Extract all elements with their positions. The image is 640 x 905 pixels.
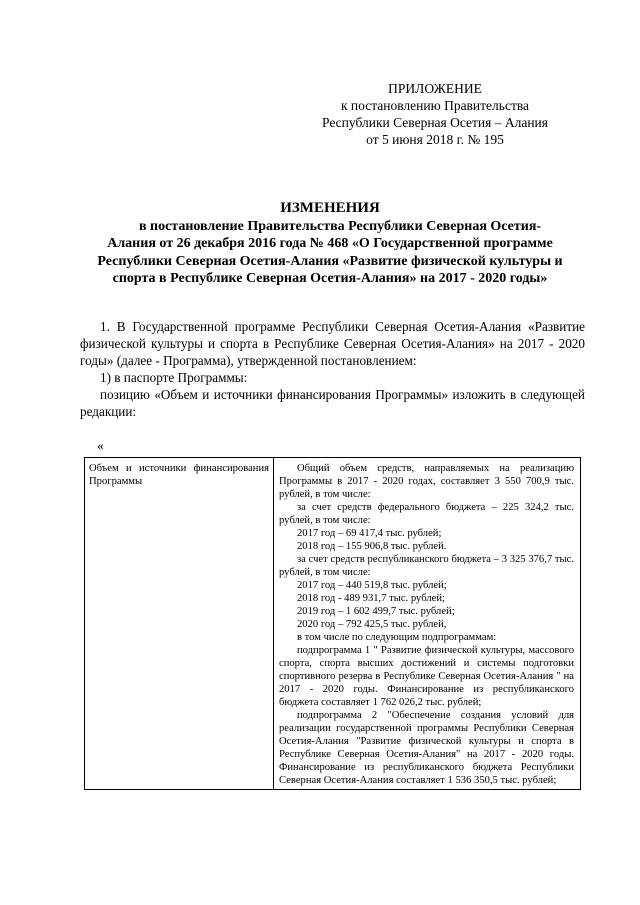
title-main: ИЗМЕНЕНИЯ (280, 200, 380, 216)
document-title (60, 200, 600, 288)
federal-funding: за счет средств федерального бюджета – 225 324,2 тыс. рублей, в том числе: (279, 502, 574, 526)
document-body (80, 318, 585, 420)
paragraph-1: 1. В Государственной программе Республики Северная Осетия-Алания «Развитие физической культуры и спорта в Республике Северная Осетия-Алания» на 2017 - 2020 годы» (далее - Программа), утвержденной постановлением: (80, 319, 585, 368)
subprogram-2: подпрограмма 2 "Обеспечение создания условий для реализации государственной программы Республики Северная Осетия-Алания "Развитие физической культуры и спорта в Республике Северная Осетия-Алания" на 2017 - 2020 годы. Финансирование из республиканского бюджета Республики Северная Осетия-Алания составляет 1 536 350,5 тыс. рублей; (279, 710, 574, 786)
title-line-4: спорта в Республике Северная Осетия-Алания» на 2017 - 2020 годы» (112, 271, 548, 286)
title-line-3: Республики Северная Осетия-Алания «Развитие физической культуры и (97, 253, 563, 269)
republic-year-2019: 2019 год – 1 602 499,7 тыс. рублей; (297, 606, 455, 617)
republic-funding: за счет средств республиканского бюджета – 3 325 376,7 тыс. рублей, в том числе: (279, 554, 574, 578)
republic-year-2018: 2018 год - 489 931,7 тыс. рублей; (297, 593, 445, 604)
republic-year-2020: 2020 год – 792 425,5 тыс. рублей, (297, 619, 447, 630)
approval-line-3: Республики Северная Осетия – Алания (322, 115, 548, 130)
paragraph-3: позицию «Объем и источники финансирования Программы» изложить в следующей редакции: (80, 387, 585, 419)
table-right-cell (274, 458, 581, 790)
table-left-cell (85, 458, 274, 790)
federal-year-2017: 2017 год – 69 417,4 тыс. рублей; (297, 528, 442, 539)
title-line-1: в постановление Правительства Республики Северная Осетия- (138, 218, 542, 234)
title-line-2: Алания от 26 декабря 2016 года № 468 «О Государственной программе (107, 236, 553, 251)
total-funding: Общий объем средств, направляемых на реализацию Программы в 2017 - 2020 годах, составляет 3 550 700,9 тыс. рублей, в том числе: (279, 463, 574, 500)
approval-stamp (285, 80, 585, 148)
federal-year-2018: 2018 год – 155 906,8 тыс. рублей. (297, 541, 447, 552)
subprogram-1: подпрограмма 1 " Развитие физической культуры, массового спорта, спорта высших достижений и системы подготовки спортивного резерва в Республике Северная Осетия-Алания " на 2017 - 2020 годы. Финансирование из республиканского бюджета составляет 1 762 026,2 тыс. рублей; (279, 645, 574, 708)
republic-year-2017: 2017 год – 440 519,8 тыс. рублей; (297, 580, 447, 591)
approval-line-1: ПРИЛОЖЕНИЕ (388, 81, 482, 96)
subprograms-intro: в том числе по следующим подпрограммам: (297, 632, 497, 643)
approval-line-4: от 5 июня 2018 г. № 195 (366, 132, 504, 147)
paragraph-2: 1) в паспорте Программы: (100, 370, 248, 385)
table-row (85, 458, 581, 790)
approval-line-2: к постановлению Правительства (340, 98, 530, 113)
opening-quote: « (97, 438, 104, 453)
financing-label: Объем и источники финансирования Программы (89, 463, 269, 487)
financing-table (84, 457, 581, 790)
